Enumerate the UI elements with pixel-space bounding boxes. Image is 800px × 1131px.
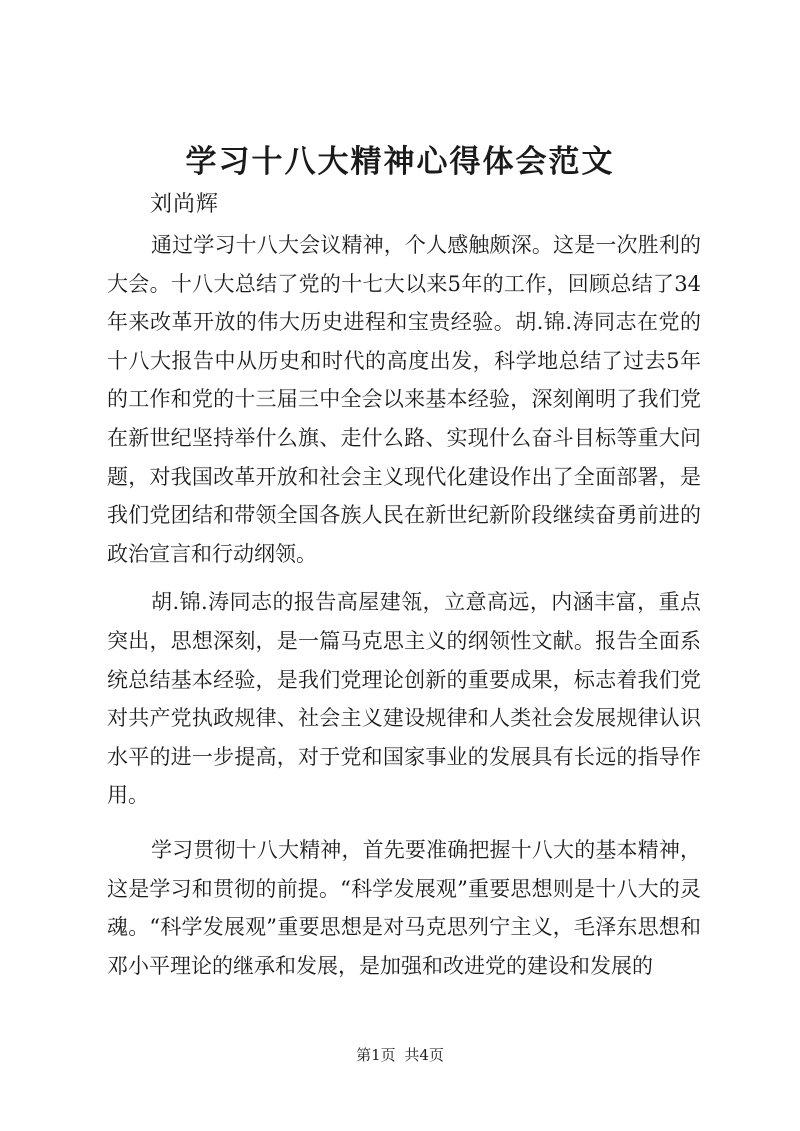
- paragraph-2: 胡.锦.涛同志的报告高屋建瓴，立意高远，内涵丰富，重点突出，思想深刻，是一篇马克思主义的纲领性文献。报告全面系统总结基本经验，是我们党理论创新的重要成果，标志着我们党对共产党执政规律、社会主义建设规律和人类社会发展规律认识水平的进一步提高，对于党和国家事业的发展具有长远的指导作用。: [107, 590, 701, 808]
- document-title: 学习十八大精神心得体会范文: [185, 144, 615, 180]
- paragraph-3: 学习贯彻十八大精神，首先要准确把握十八大的基本精神，这是学习和贯彻的前提。“科学发展观”重要思想则是十八大的灵魂。“科学发展观”重要思想是对马克思列宁主义，毛泽东思想和邓小平理论的继承和发展，是加强和改进党的建设和发展的: [107, 837, 701, 978]
- page-footer: [0, 1045, 800, 1065]
- document-body: [107, 226, 701, 985]
- page-total: 共4页: [404, 1046, 444, 1064]
- author-name: 刘尚辉: [150, 192, 220, 217]
- paragraph-1: 通过学习十八大会议精神，个人感触颇深。这是一次胜利的大会。十八大总结了党的十七大以来5年的工作，回顾总结了34年来改革开放的伟大历史进程和宝贵经验。胡.锦.涛同志在党的十八大报告中从历史和时代的高度出发，科学地总结了过去5年的工作和党的十三届三中全会以来基本经验，深刻阐明了我们党在新世纪坚持举什么旗、走什么路、实现什么奋斗目标等重大问题，对我国改革开放和社会主义现代化建设作出了全面部署，是我们党团结和带领全国各族人民在新世纪新阶段继续奋勇前进的政治宣言和行动纲领。: [107, 233, 701, 566]
- page-number: 第1页: [356, 1046, 396, 1064]
